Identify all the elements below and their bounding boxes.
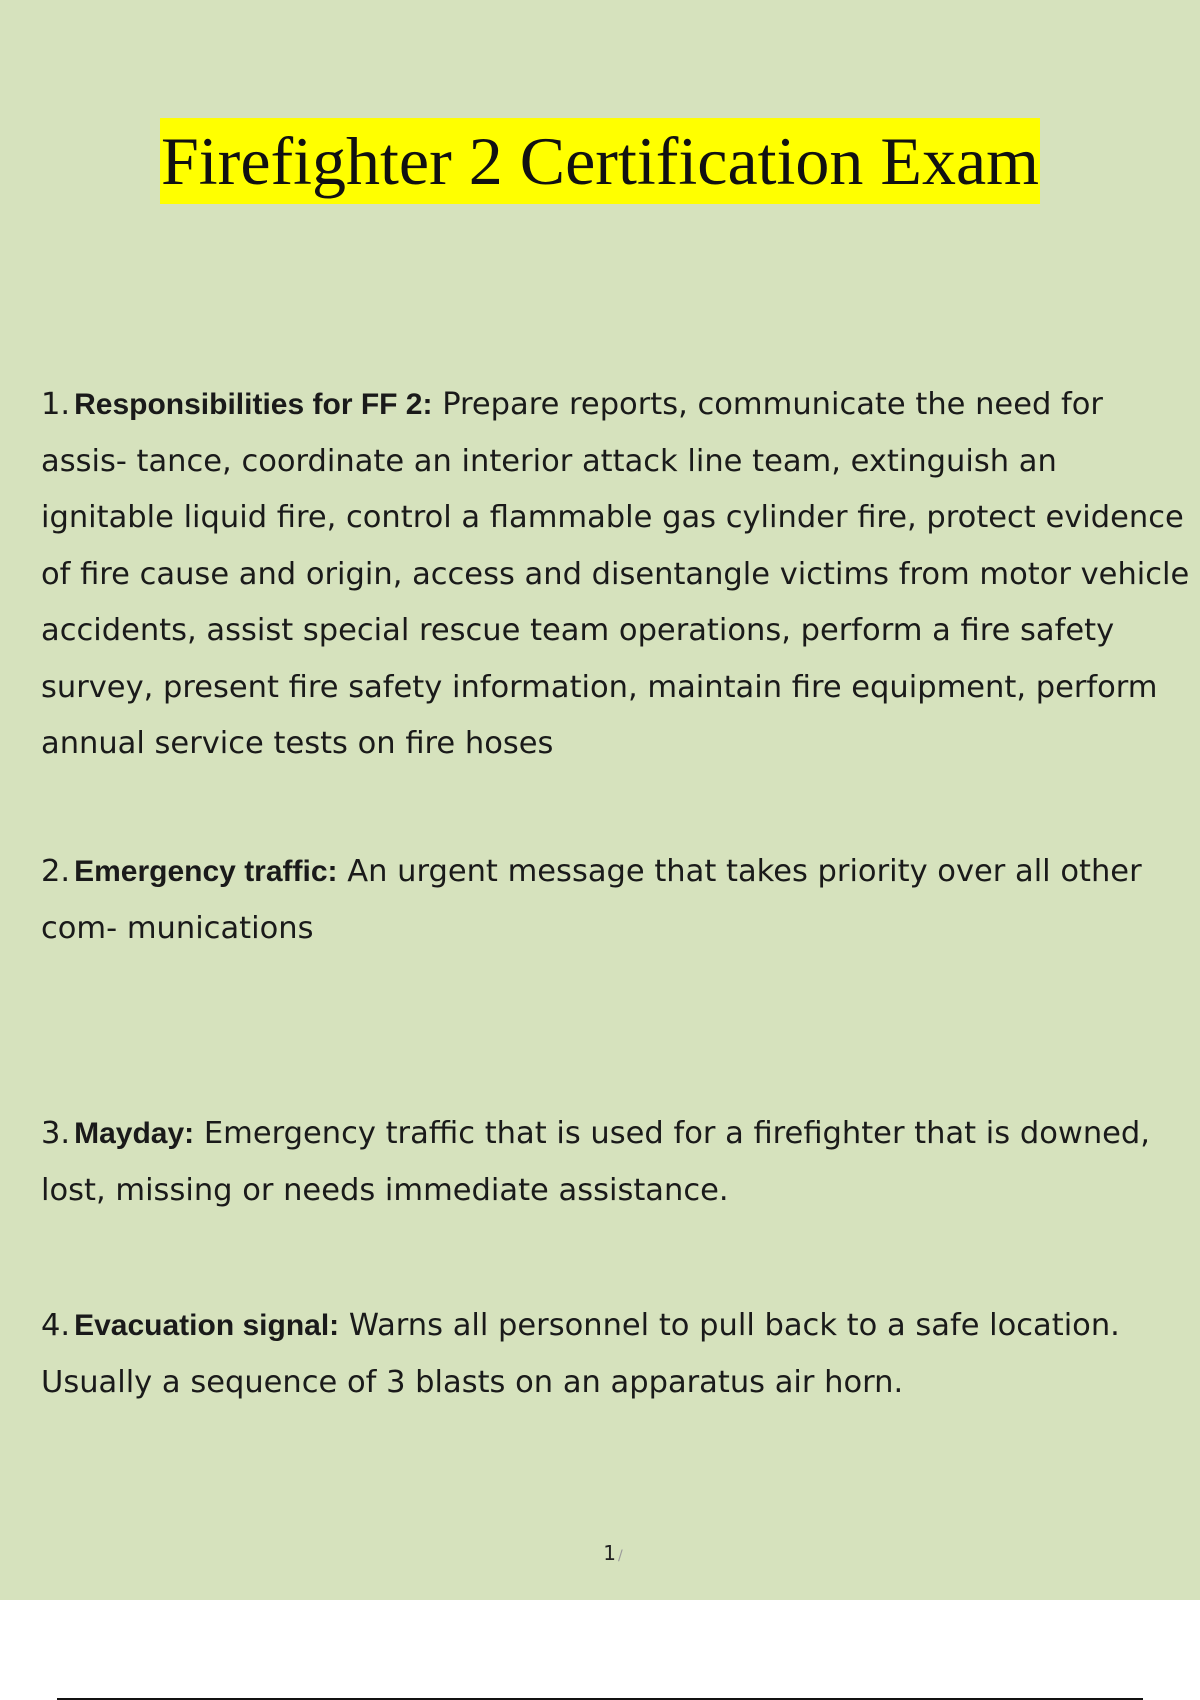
item-number: 1. (41, 387, 71, 422)
title-container (0, 118, 1200, 204)
page-number (0, 1541, 1200, 1565)
item-number: 2. (41, 854, 71, 889)
question-item-4 (41, 1298, 1191, 1411)
item-definition: Prepare reports, communicate the need for assis- tance, coordinate an interior attack line team, extinguish an ignitable liquid fire, control a flammable gas cylinder fire, protect evidence of fire cause and origin, access and disentangle victims from motor vehicle accidents, assist special rescue team operations, perform a fire safety survey, present fire safety information, maintain fire equipment, perform annual service tests on fire hoses (41, 387, 1190, 761)
question-item-3 (41, 1106, 1191, 1219)
page-number-separator: / (618, 1548, 623, 1564)
question-item-2 (41, 844, 1191, 957)
document-title: Firefighter 2 Certification Exam (160, 118, 1040, 204)
item-term: Mayday: (74, 1117, 195, 1150)
item-number: 4. (41, 1308, 71, 1343)
item-definition: Warns all personnel to pull back to a safe location. Usually a sequence of 3 blasts on an apparatus air horn. (41, 1308, 1120, 1400)
item-definition: An urgent message that takes priority over all other com- munications (41, 854, 1142, 946)
page-number-value: 1 (603, 1541, 616, 1565)
item-definition: Emergency traffic that is used for a firefighter that is downed, lost, missing or needs immediate assistance. (41, 1116, 1150, 1208)
item-term: Emergency traffic: (74, 855, 338, 888)
item-term: Evacuation signal: (74, 1309, 340, 1342)
item-number: 3. (41, 1116, 71, 1151)
item-term: Responsibilities for FF 2: (74, 388, 433, 421)
question-item-1 (41, 377, 1191, 773)
